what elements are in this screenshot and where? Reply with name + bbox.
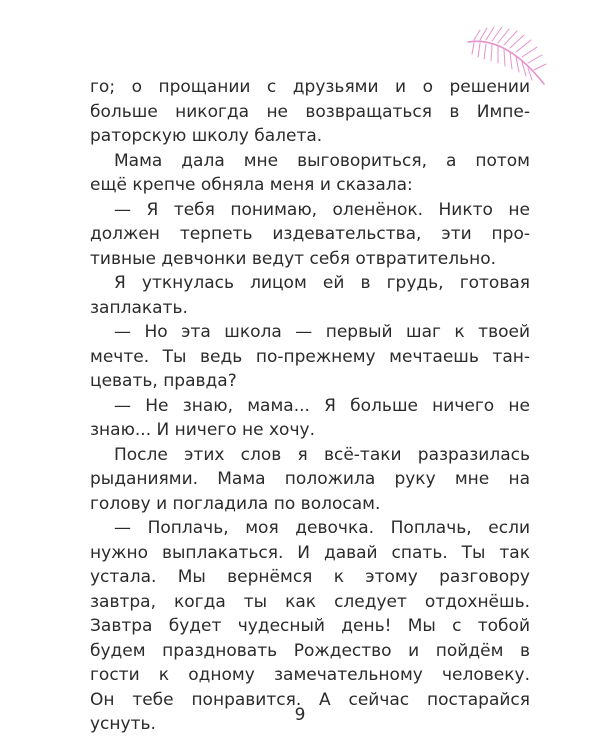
text-line: Я уткнулась лицом ей в грудь, готовая <box>114 273 530 293</box>
text-line: — Поплачь, моя девочка. Поплачь, если <box>114 518 530 538</box>
text-line: Мама дала мне выговориться, а потом <box>114 150 530 171</box>
text-line: нужно выплакаться. И давай спать. Ты так <box>90 542 530 563</box>
text-line: рыданиями. Мама положила руку мне на <box>90 469 530 489</box>
text-line: цевать, правда? <box>90 371 237 391</box>
text-line: уснуть. <box>90 714 156 734</box>
text-line: тивные девчонки ведут себя отвратительно. <box>90 248 497 269</box>
text-line: знаю... И ничего не хочу. <box>90 420 315 440</box>
text-line: завтра, когда ты как следует отдохнёшь. <box>90 591 530 612</box>
text-line: — Я тебя понимаю, оленёнок. Никто не <box>114 199 530 220</box>
text-line: — Но эта школа — первый шаг к твоей <box>114 322 530 342</box>
text-line: мечте. Ты ведь по-прежнему мечтаешь тан- <box>90 346 530 367</box>
text-line: больше никогда не возвращаться в Импе- <box>90 101 530 122</box>
text-line: го; о прощании с друзьями и о решении <box>90 77 530 97</box>
text-line: ещё крепче обняла меня и сказала: <box>90 175 413 195</box>
page-text <box>90 75 530 737</box>
text-line: Он тебе понравится. А сейчас постарайся <box>90 689 530 710</box>
text-line: заплакать. <box>90 297 188 318</box>
text-line: — Не знаю, мама... Я больше ничего не <box>114 395 530 416</box>
text-line: устала. Мы вернёмся к этому разговору <box>90 567 530 587</box>
text-line: будем праздновать Рождество и пойдём в <box>90 640 530 661</box>
text-line: голову и погладила по волосам. <box>90 493 381 514</box>
text-line: гости к одному замечательному человеку. <box>90 665 530 685</box>
page-number: 9 <box>294 705 306 725</box>
text-line: должен терпеть издевательства, эти про- <box>90 224 530 244</box>
text-line: После этих слов я всё-таки разразилась <box>114 444 530 465</box>
text-line: раторскую школу балета. <box>90 126 323 146</box>
text-line: Завтра будет чудесный день! Мы с тобой <box>90 616 530 636</box>
